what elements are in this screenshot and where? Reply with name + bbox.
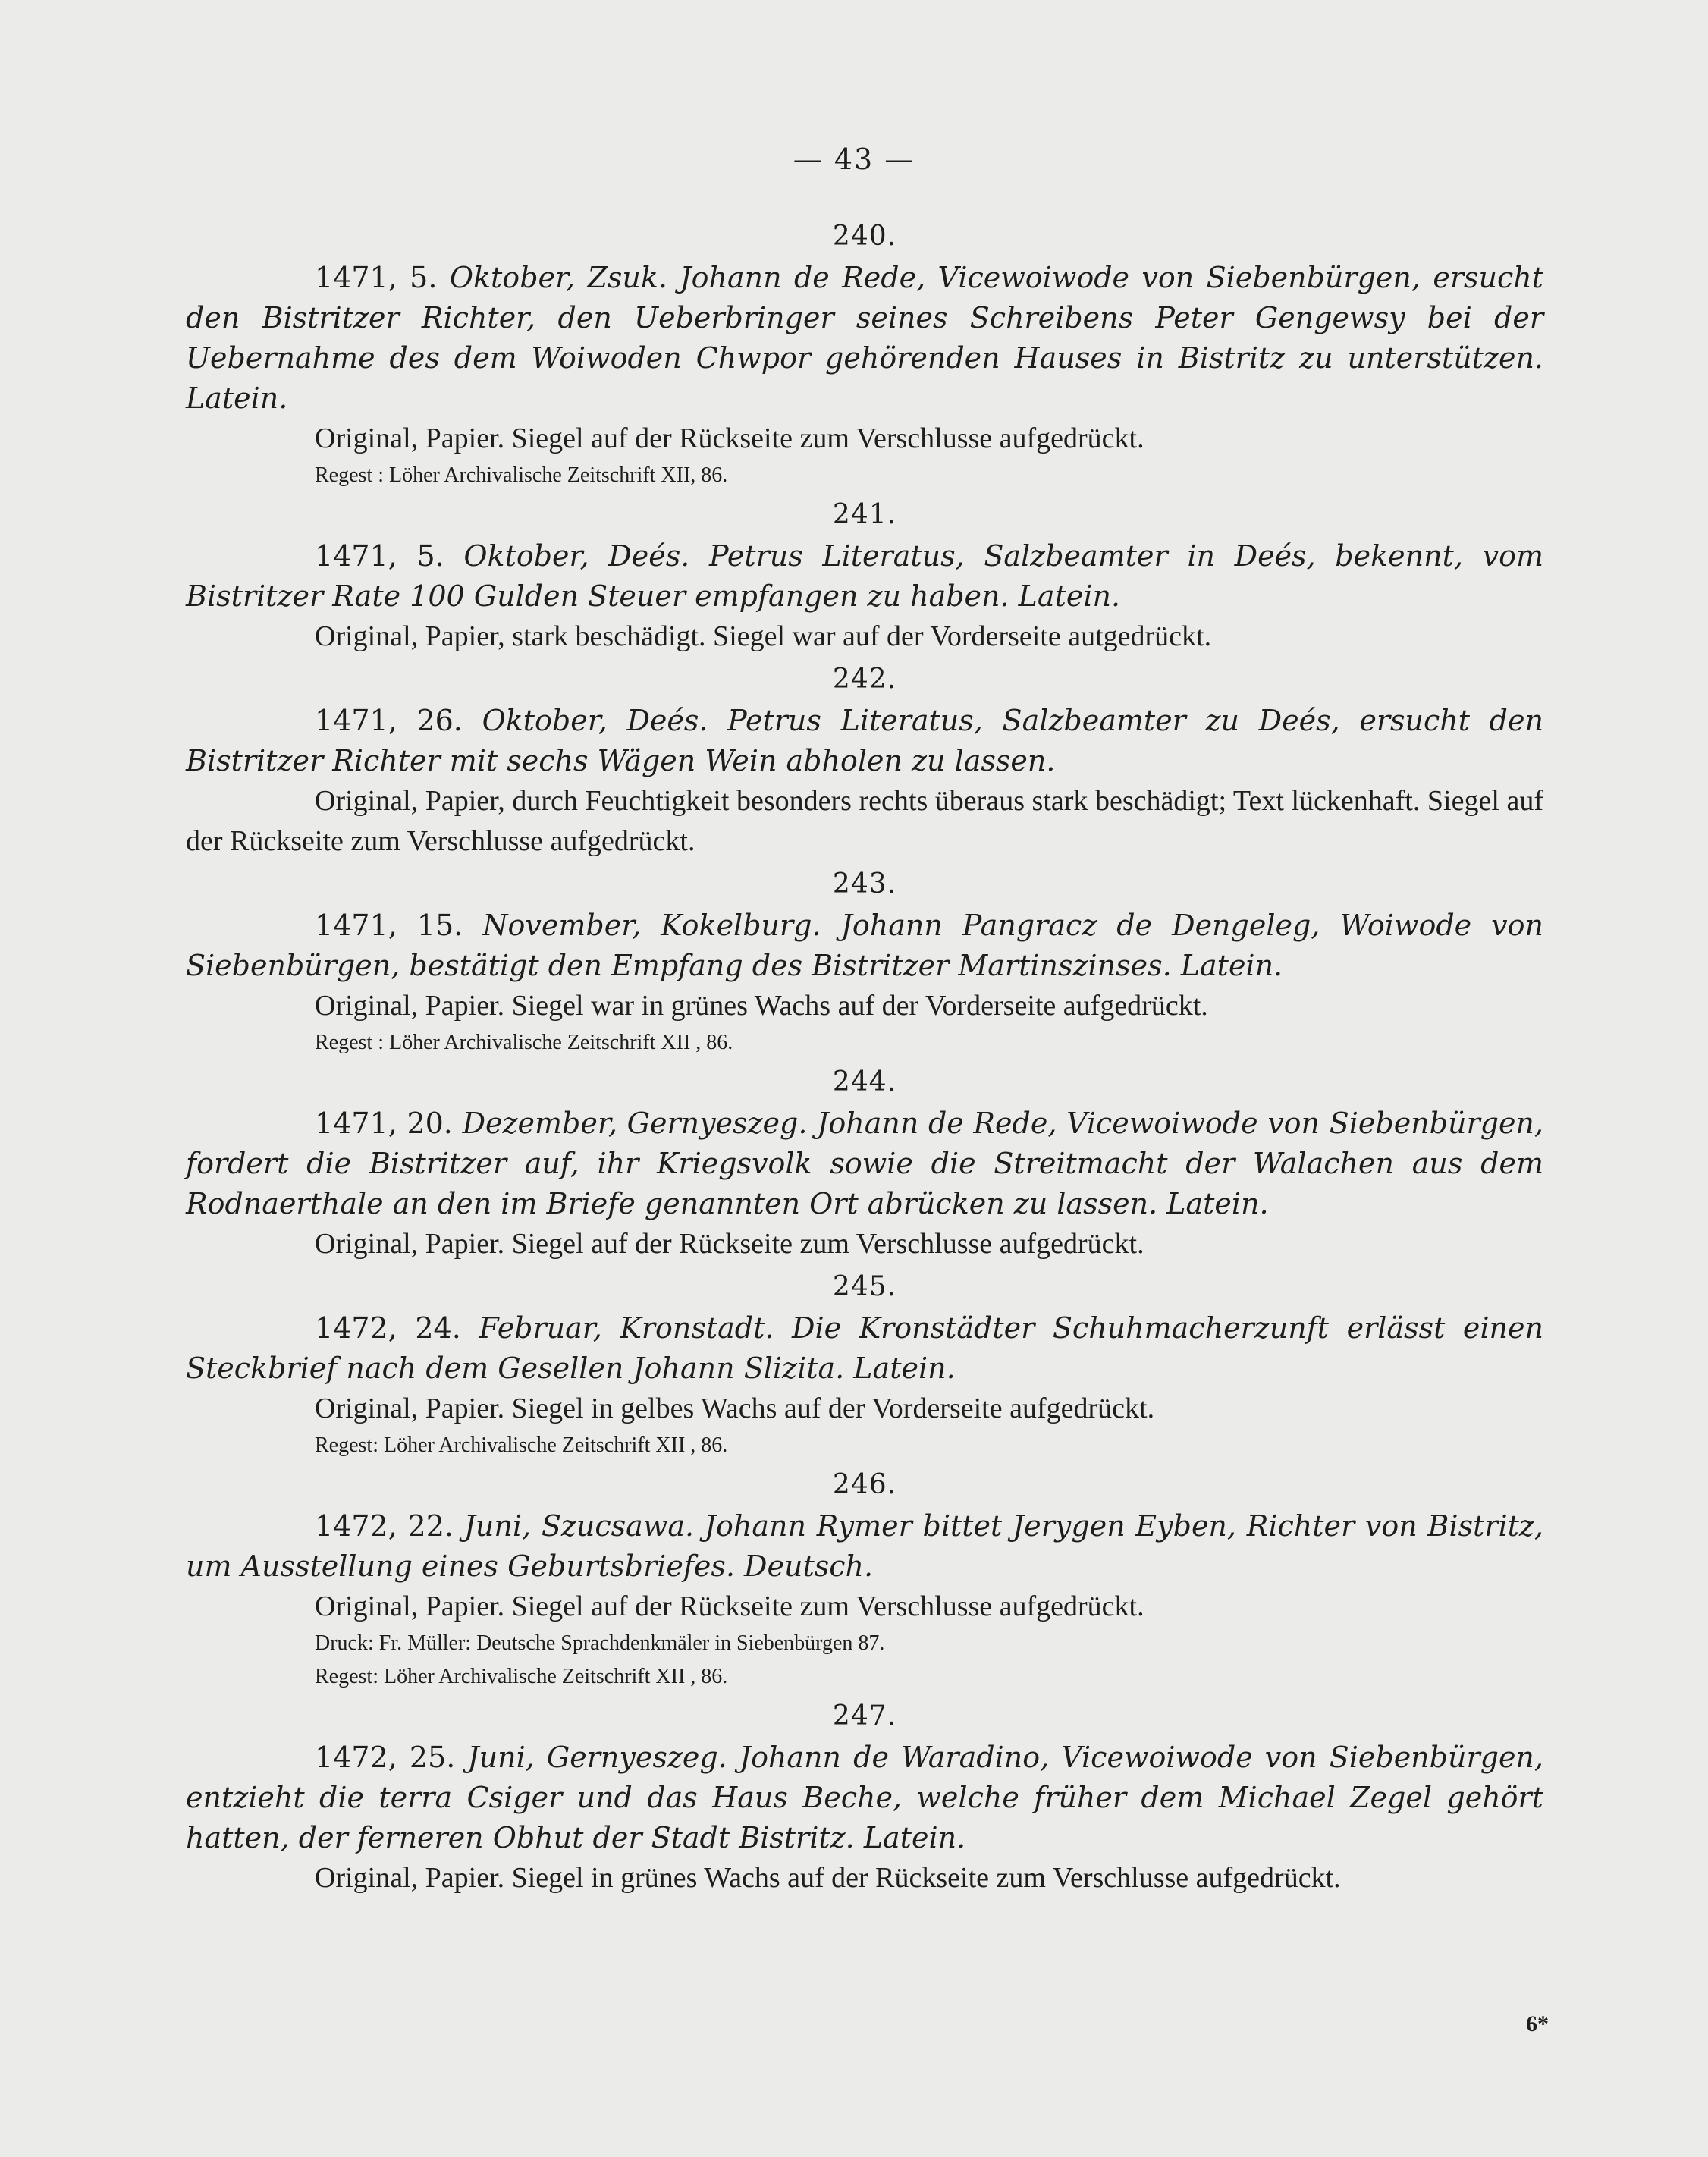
entry-date: 1472, 24. <box>315 1311 461 1345</box>
entry-description: Original, Papier. Siegel war in grünes Wachs auf der Vorderseite aufgedrückt. <box>315 990 1208 1022</box>
entry-summary <box>186 536 1543 617</box>
entry-number: 242. <box>832 664 897 695</box>
entry-reference: Regest : Löher Archivalische Zeitschrift XII, 86. <box>315 463 728 487</box>
document-entry <box>186 1468 1543 1694</box>
entry-text: Oktober, Zsuk. Johann de Rede, Vicewoiwode von Siebenbürgen, ersucht den Bistritzer Richter, den Ueberbringer seines Schreibens Peter Gengewsy bei der Uebernahme des dem Woiwoden Chwpor gehörenden Hauses in Bistritz zu unterstützen. Latein. <box>186 261 1543 415</box>
entry-summary <box>186 701 1543 781</box>
entry-number: 244. <box>832 1066 897 1097</box>
entry-text: November, Kokelburg. Johann Pangracz de Dengeleg, Woiwode von Siebenbürgen, bestätigt den Empfang des Bistritzer Martinszinses. Latein. <box>186 909 1543 982</box>
entry-number: 246. <box>832 1469 897 1500</box>
entry-text: Oktober, Deés. Petrus Literatus, Salzbeamter zu Deés, ersucht den Bistritzer Richter mit sechs Wägen Wein abholen zu lassen. <box>186 704 1543 777</box>
entry-reference: Regest: Löher Archivalische Zeitschrift XII , 86. <box>315 1433 728 1457</box>
entry-number: 245. <box>832 1271 897 1302</box>
entry-date: 1471, 5. <box>315 261 438 294</box>
entry-reference: Regest : Löher Archivalische Zeitschrift XII , 86. <box>315 1031 733 1054</box>
entry-summary <box>186 906 1543 986</box>
document-entry <box>186 1066 1543 1264</box>
entry-reference: Druck: Fr. Müller: Deutsche Sprachdenkmäler in Siebenbürgen 87. <box>315 1631 885 1655</box>
entry-date: 1471, 20. <box>315 1107 453 1140</box>
entry-description: Original, Papier. Siegel in grünes Wachs auf der Rückseite zum Verschlusse aufgedrückt. <box>315 1862 1341 1894</box>
entry-text: Juni, Szucsawa. Johann Rymer bittet Jerygen Eyben, Richter von Bistritz, um Ausstellung eines Geburtsbriefes. Deutsch. <box>186 1509 1543 1583</box>
entry-description: Original, Papier, stark beschädigt. Siegel war auf der Vorderseite autgedrückt. <box>315 620 1212 652</box>
entry-summary <box>186 1738 1543 1858</box>
entry-description: Original, Papier. Siegel auf der Rückseite zum Verschlusse aufgedrückt. <box>315 1228 1144 1260</box>
entry-reference: Regest: Löher Archivalische Zeitschrift XII , 86. <box>315 1665 728 1688</box>
entry-summary <box>186 1506 1543 1587</box>
entry-description: Original, Papier. Siegel auf der Rückseite zum Verschlusse aufgedrückt. <box>315 422 1144 454</box>
entry-date: 1471, 26. <box>315 704 463 737</box>
page-number: — 43 — <box>793 143 915 176</box>
entry-summary <box>186 1308 1543 1389</box>
document-entry <box>186 220 1543 492</box>
entry-text: Juni, Gernyeszeg. Johann de Waradino, Vicewoiwode von Siebenbürgen, entzieht die terra Csiger und das Haus Beche, welche früher dem Michael Zegel gehört hatten, der ferneren Obhut der Stadt Bistritz. Latein. <box>186 1741 1543 1854</box>
entry-date: 1471, 15. <box>315 909 463 942</box>
entry-text: Oktober, Deés. Petrus Literatus, Salzbeamter in Deés, bekennt, vom Bistritzer Rate 100 Gulden Steuer empfangen zu haben. Latein. <box>186 539 1543 613</box>
entry-number: 240. <box>832 221 897 252</box>
entry-description: Original, Papier. Siegel in gelbes Wachs auf der Vorderseite aufgedrückt. <box>315 1392 1155 1424</box>
document-body <box>186 220 1543 1898</box>
entry-date: 1472, 22. <box>315 1509 454 1543</box>
entry-number: 241. <box>832 499 897 530</box>
entry-text: Februar, Kronstadt. Die Kronstädter Schuhmacherzunft erlässt einen Steckbrief nach dem Gesellen Johann Slizita. Latein. <box>186 1311 1543 1385</box>
entry-date: 1472, 25. <box>315 1741 456 1774</box>
document-entry <box>186 868 1543 1060</box>
entry-number: 243. <box>832 868 897 900</box>
entry-date: 1471, 5. <box>315 539 444 573</box>
document-entry <box>186 663 1543 862</box>
entry-summary <box>186 258 1543 419</box>
entry-number: 247. <box>832 1700 897 1732</box>
entry-summary <box>186 1104 1543 1224</box>
entry-description: Original, Papier. Siegel auf der Rückseite zum Verschlusse aufgedrückt. <box>315 1590 1144 1622</box>
document-entry <box>186 498 1543 657</box>
entry-description: Original, Papier, durch Feuchtigkeit besonders rechts überaus stark beschädigt; Text lückenhaft. Siegel auf der Rückseite zum Verschlusse aufgedrückt. <box>186 785 1543 857</box>
signature-mark: 6* <box>1526 2011 1549 2036</box>
document-entry <box>186 1700 1543 1898</box>
document-entry <box>186 1270 1543 1462</box>
entry-text: Dezember, Gernyeszeg. Johann de Rede, Vicewoiwode von Siebenbürgen, fordert die Bistritzer auf, ihr Kriegsvolk sowie die Streitmacht der Walachen aus dem Rodnaerthale an den im Briefe genannten Ort abrücken zu lassen. Latein. <box>186 1107 1543 1220</box>
